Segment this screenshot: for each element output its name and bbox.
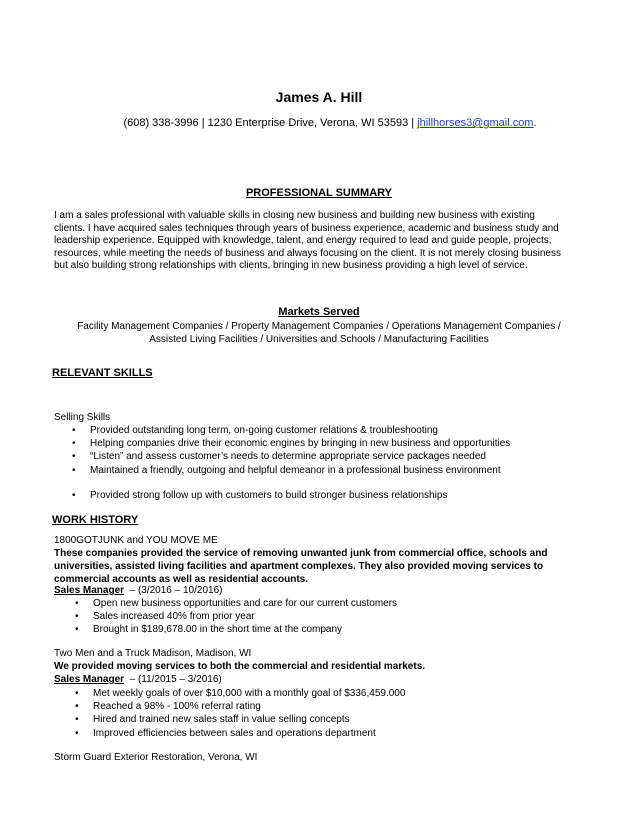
bullet-icon: • bbox=[75, 714, 79, 726]
bullet-icon: • bbox=[75, 624, 79, 636]
work-heading: WORK HISTORY bbox=[52, 514, 139, 526]
summary-paragraph bbox=[54, 210, 594, 273]
list-item: • Open new business opportunities and care for our current customers bbox=[75, 598, 398, 609]
bullet-icon: • bbox=[72, 425, 76, 436]
list-item: • Reached a 98% - 100% referral rating bbox=[75, 701, 261, 713]
job-duties bbox=[75, 687, 405, 740]
list-item: • Provided strong follow up with customers to build stronger business relationships bbox=[72, 490, 448, 501]
job-company: Storm Guard Exterior Restoration, Verona, WI bbox=[54, 752, 258, 763]
summary-line: leadership experience. Equipped with knowledge, talent, and energy required to lead and guide people, projects, bbox=[54, 235, 552, 247]
skills-list-extra bbox=[72, 489, 447, 502]
bullet-icon: • bbox=[72, 464, 76, 476]
summary-line: but also building strong relationships with clients, bringing in new business providing a high level of service. bbox=[54, 260, 528, 272]
bullet-icon: • bbox=[75, 727, 79, 739]
list-item: • Maintained a friendly, outgoing and helpful demeanor in a professional business environment bbox=[72, 464, 501, 476]
skills-heading: RELEVANT SKILLS bbox=[52, 367, 153, 379]
bullet-icon: • bbox=[75, 598, 79, 609]
list-item: • “Listen” and assess customer’s needs to determine appropriate service packages needed bbox=[72, 451, 486, 463]
skills-list bbox=[72, 424, 510, 477]
summary-line: I am a sales professional with valuable skills in closing new business and building new business with existing bbox=[54, 210, 535, 221]
contact-details: (608) 338-3996 | 1230 Enterprise Drive, Verona, WI 53593 | bbox=[123, 117, 418, 129]
markets-list bbox=[0, 321, 638, 346]
markets-line: Facility Management Companies / Property Management Companies / Operations Management Companies / bbox=[77, 321, 561, 332]
job-title-line bbox=[54, 674, 222, 685]
job-description: We provided moving services to both the commercial and residential markets. bbox=[54, 661, 426, 672]
list-item: • Hired and trained new sales staff in value selling concepts bbox=[75, 714, 350, 726]
summary-line: resources, while meeting the needs of business and always focusing on the client. It is not merely closing business bbox=[54, 247, 561, 259]
job-duties bbox=[75, 597, 397, 637]
list-item: • Improved efficiencies between sales and operations department bbox=[75, 727, 376, 739]
email-link[interactable]: jhillhorses3@gmail.com bbox=[417, 117, 534, 129]
job-title: Sales Manager bbox=[54, 674, 125, 685]
skills-subheading: Selling Skills bbox=[54, 412, 111, 423]
markets-line: Assisted Living Facilities / Universities and Schools / Manufacturing Facilities bbox=[149, 333, 489, 345]
list-item: • Provided outstanding long term, on-going customer relations & troubleshooting bbox=[72, 425, 438, 436]
job-company: Two Men and a Truck Madison, Madison, WI bbox=[54, 648, 252, 659]
bullet-icon: • bbox=[75, 688, 79, 699]
contact-end: . bbox=[533, 117, 537, 129]
list-item: • Sales increased 40% from prior year bbox=[75, 611, 255, 623]
bullet-icon: • bbox=[72, 490, 76, 501]
contact-line bbox=[0, 117, 638, 129]
job-dates: – (11/2015 – 3/2016) bbox=[126, 674, 222, 685]
bullet-icon: • bbox=[75, 701, 79, 713]
bullet-icon: • bbox=[72, 438, 76, 450]
candidate-name: James A. Hill bbox=[275, 89, 363, 105]
job-company: 1800GOTJUNK and YOU MOVE ME bbox=[54, 535, 218, 546]
list-item: • Met weekly goals of over $10,000 with a monthly goal of $336,459.000 bbox=[75, 688, 406, 699]
summary-line: clients. I have acquired sales techniques through years of business experience, academic and business study and bbox=[54, 222, 559, 234]
job-description: These companies provided the service of removing unwanted junk from commercial office, schools and universities, assisted living facilities and apartment complexes. They also provided moving services to commercial accounts as well as residential accounts. bbox=[54, 548, 548, 585]
bullet-icon: • bbox=[72, 451, 76, 463]
list-item: • Brought in $189,678.00 in the short time at the company bbox=[75, 624, 343, 636]
job-title-line bbox=[54, 585, 222, 596]
list-item: • Helping companies drive their economic engines by bringing in new business and opportunities bbox=[72, 438, 511, 450]
summary-heading: PROFESSIONAL SUMMARY bbox=[245, 187, 393, 199]
markets-heading: Markets Served bbox=[278, 306, 360, 318]
bullet-icon: • bbox=[75, 611, 79, 623]
job-title: Sales Manager bbox=[54, 585, 125, 596]
job-dates: – (3/2016 – 10/2016) bbox=[126, 585, 223, 596]
